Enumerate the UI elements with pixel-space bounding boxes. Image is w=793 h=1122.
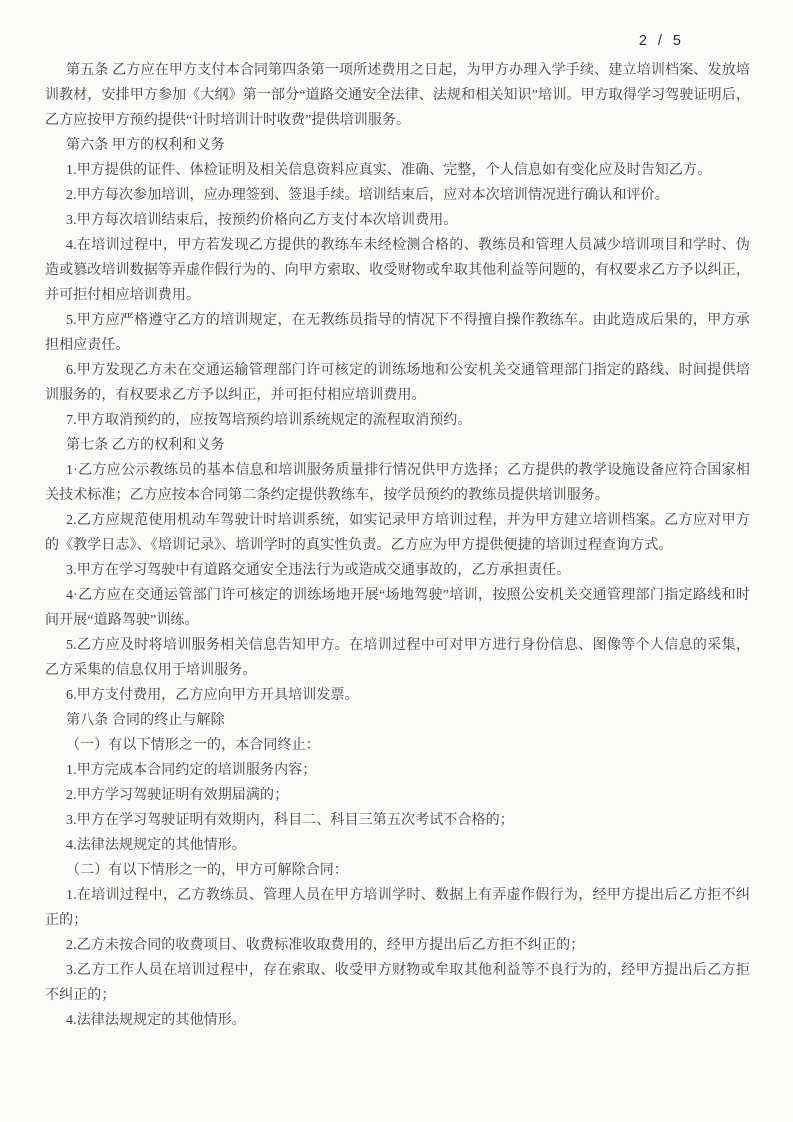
contract-paragraph: 4·乙方应在交通运管部门许可核定的训练场地开展“场地驾驶”培训，按照公安机关交通管理部门指定路线和时间开展“道路驾驶”训练。 [45, 588, 750, 628]
contract-paragraph: 7.甲方取消预约的，应按驾培预约培训系统规定的流程取消预约。 [66, 413, 472, 428]
document-body [45, 58, 750, 1033]
contract-paragraph: 2.甲方学习驾驶证明有效期届满的； [66, 788, 289, 803]
contract-paragraph: 4.法律法规规定的其他情形。 [66, 838, 246, 853]
page-current: 2 [638, 33, 647, 49]
contract-paragraph: 5.乙方应及时将培训服务相关信息告知甲方。在培训过程中可对甲方进行身份信息、图像等个人信息的采集，乙方采集的信息仅用于培训服务。 [45, 638, 750, 678]
page-separator: / [657, 33, 662, 49]
contract-paragraph: 4.法律法规规定的其他情形。 [66, 1013, 246, 1028]
contract-paragraph: 第六条 甲方的权利和义务 [66, 138, 225, 153]
contract-paragraph: 2.甲方每次参加培训，应办理签到、签退手续。培训结束后，应对本次培训情况进行确认和评价。 [66, 188, 669, 203]
contract-paragraph: 2.乙方应规范使用机动车驾驶计时培训系统，如实记录甲方培训过程，并为甲方建立培训档案。乙方应对甲方的《教学日志》、《培训记录》、培训学时的真实性负责。乙方应为甲方提供便捷的培训过程查询方式。 [45, 513, 750, 553]
contract-paragraph: 1·乙方应公示教练员的基本信息和培训服务质量排行情况供甲方选择；乙方提供的教学设施设备应符合国家相关技术标准；乙方应按本合同第二条约定提供教练车，按学员预约的教练员提供培训服务。 [45, 463, 750, 503]
contract-paragraph: 3.甲方在学习驾驶证明有效期内，科目二、科目三第五次考试不合格的； [66, 813, 514, 828]
contract-paragraph: 3.乙方工作人员在培训过程中，存在索取、收受甲方财物或牟取其他利益等不良行为的，经甲方提出后乙方拒不纠正的； [45, 963, 750, 1003]
contract-paragraph: 1.在培训过程中，乙方教练员、管理人员在甲方培训学时、数据上有弄虚作假行为，经甲方提出后乙方拒不纠正的； [45, 888, 750, 928]
contract-paragraph: 3.甲方每次培训结束后，按预约价格向乙方支付本次培训费用。 [66, 213, 458, 228]
contract-paragraph: 第五条 乙方应在甲方支付本合同第四条第一项所述费用之日起，为甲方办理入学手续、建立培训档案、发放培训教材，安排甲方参加《大纲》第一部分“道路交通安全法律、法规和相关知识”培训。甲方取得学习驾驶证明后，乙方应按甲方预约提供“计时培训计时收费”提供培训服务。 [45, 63, 750, 128]
page-indicator [639, 33, 681, 49]
contract-paragraph: 5.甲方应严格遵守乙方的培训规定，在无教练员指导的情况下不得擅自操作教练车。由此造成后果的，甲方承担相应责任。 [45, 313, 750, 353]
page-total: 5 [672, 33, 681, 49]
contract-paragraph: （二）有以下情形之一的，甲方可解除合同： [66, 863, 348, 878]
contract-paragraph: 1.甲方提供的证件、体检证明及相关信息资料应真实、准确、完整，个人信息如有变化应及时告知乙方。 [66, 163, 712, 178]
contract-paragraph: 4.在培训过程中，甲方若发现乙方提供的教练车未经检测合格的、教练员和管理人员减少培训项目和学时、伪造或篡改培训数据等弄虚作假行为的、向甲方索取、收受财物或牟取其他利益等问题的，有权要求乙方予以纠正，并可拒付相应培训费用。 [45, 238, 750, 303]
contract-paragraph: 第八条 合同的终止与解除 [66, 713, 225, 728]
contract-paragraph: 第七条 乙方的权利和义务 [66, 438, 225, 453]
contract-paragraph: （一）有以下情形之一的，本合同终止： [66, 738, 320, 753]
contract-paragraph: 1.甲方完成本合同约定的培训服务内容； [66, 763, 317, 778]
contract-paragraph: 3.甲方在学习驾驶中有道路交通安全违法行为或造成交通事故的，乙方承担责任。 [66, 563, 571, 578]
contract-paragraph: 2.乙方未按合同的收费项目、收费标准收取费用的，经甲方提出后乙方拒不纠正的； [66, 938, 585, 953]
contract-paragraph: 6.甲方支付费用，乙方应向甲方开具培训发票。 [66, 688, 359, 703]
contract-paragraph: 6.甲方发现乙方未在交通运输管理部门许可核定的训练场地和公安机关交通管理部门指定的路线、时间提供培训服务的，有权要求乙方予以纠正，并可拒付相应培训费用。 [45, 363, 750, 403]
